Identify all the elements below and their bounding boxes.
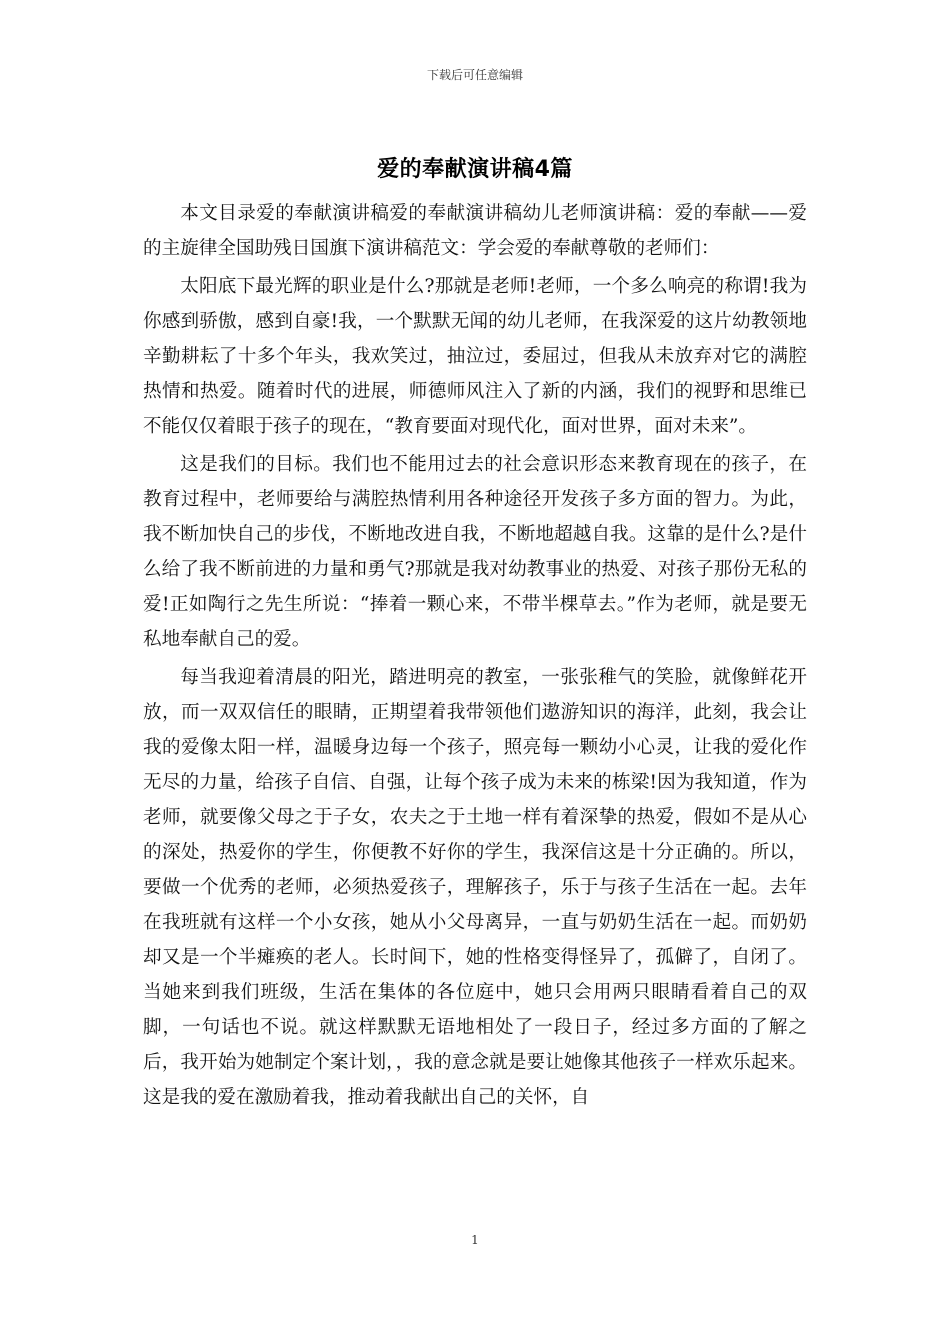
page-number: 1 <box>471 1233 479 1247</box>
document-title: 爱的奉献演讲稿4篇 <box>377 157 573 182</box>
header-note: 下载后可任意编辑 <box>426 68 523 82</box>
paragraph-2: 这是我们的目标。我们也不能用过去的社会意识形态来教育现在的孩子，在教育过程中，老师要给与满腔热情利用各种途径开发孩子多方面的智力。为此，我不断加快自己的步伐，不断地改进自我，不断地超越自我。这靠的是什么?是什么给了我不断前进的力量和勇气?那就是我对幼教事业的热爱、对孩子那份无私的爱!正如陶行之先生所说：“捧着一颗心来，不带半棵草去。”作为老师，就是要无私地奉献自己的爱。 <box>143 454 807 650</box>
paragraph-1: 太阳底下最光辉的职业是什么?那就是老师!老师，一个多么响亮的称谓!我为你感到骄傲，感到自豪!我，一个默默无闻的幼儿老师，在我深爱的这片幼教领地辛勤耕耘了十多个年头，我欢笑过，抽泣过，委屈过，但我从未放弃对它的满腔热情和热爱。随着时代的进展，师德师风注入了新的内涵，我们的视野和思维已不能仅仅着眼于孩子的现在，“教育要面对现代化，面对世界，面对未来”。 <box>143 276 807 437</box>
document-body <box>143 196 807 1118</box>
paragraph-3: 每当我迎着清晨的阳光，踏进明亮的教室，一张张稚气的笑脸，就像鲜花开放，而一双双信任的眼睛，正期望着我带领他们遨游知识的海洋，此刻，我会让我的爱像太阳一样，温暖身边每一个孩子，照亮每一颗幼小心灵，让我的爱化作无尽的力量，给孩子自信、自强，让每个孩子成为未来的栋梁!因为我知道，作为老师，就要像父母之于子女，农夫之于土地一样有着深挚的热爱，假如不是从心的深处，热爱你的学生，你便教不好你的学生，我深信这是十分正确的。所以，要做一个优秀的老师，必须热爱孩子，理解孩子，乐于与孩子生活在一起。去年在我班就有这样一个小女孩，她从小父母离异，一直与奶奶生活在一起。而奶奶却又是一个半瘫痪的老人。长时间下，她的性格变得怪异了，孤僻了，自闭了。当她来到我们班级，生活在集体的各位庭中，她只会用两只眼睛看着自己的双脚，一句话也不说。就这样默默无语地相处了一段日子，经过多方面的了解之后，我开始为她制定个案计划，，我的意念就是要让她像其他孩子一样欢乐起来。这是我的爱在激励着我，推动着我献出自己的关怀，自 <box>143 667 807 1108</box>
paragraph-table-of-contents: 本文目录爱的奉献演讲稿爱的奉献演讲稿幼儿老师演讲稿：爱的奉献——爱的主旋律全国助残日国旗下演讲稿范文：学会爱的奉献尊敬的老师们： <box>143 203 807 259</box>
